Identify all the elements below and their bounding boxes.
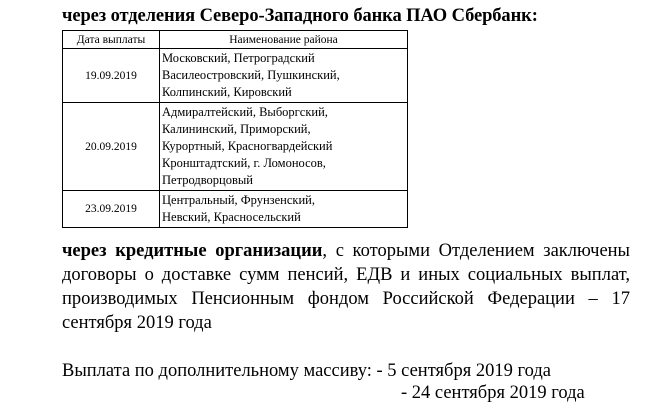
- district-line: Колпинский, Кировский: [162, 85, 292, 99]
- district-line: Центральный, Фрунзенский,: [162, 193, 315, 207]
- credit-organizations-paragraph: [62, 239, 630, 335]
- paragraph-text: , с которыми Отделением заключены договоры о доставке сумм пенсий, ЕДВ и иных социальных выплат, производимых Пенсионным фондом Российской Федерации – 17 сентября 2019 года: [62, 241, 630, 333]
- paragraph-lead: через кредитные организации: [62, 241, 323, 261]
- payment-date: 19.09.2019: [63, 49, 160, 103]
- table-row: [63, 103, 408, 191]
- district-line: Московский, Петроградский: [162, 51, 315, 65]
- district-list: [160, 49, 408, 103]
- district-line: Калининский, Приморский,: [162, 122, 311, 136]
- section-heading: через отделения Северо-Западного банка ПАО Сбербанк:: [62, 6, 538, 26]
- table-row: [63, 49, 408, 103]
- extra-payment-line: Выплата по дополнительному массиву: - 5 сентября 2019 года: [62, 361, 551, 381]
- district-line: Василеостровский, Пушкинский,: [162, 68, 340, 82]
- table-row: [63, 191, 408, 228]
- district-line: Невский, Красносельский: [162, 210, 301, 224]
- district-line: Адмиралтейский, Выборгский,: [162, 105, 328, 119]
- extra-payment-line: - 24 сентября 2019 года: [401, 383, 585, 403]
- payment-schedule-table: [62, 30, 408, 228]
- header-district: Наименование района: [160, 31, 408, 49]
- district-list: [160, 191, 408, 228]
- payment-date: 20.09.2019: [63, 103, 160, 191]
- district-line: Курортный, Красногвардейский: [162, 139, 333, 153]
- district-list: [160, 103, 408, 191]
- header-date: Дата выплаты: [63, 31, 160, 49]
- table-header-row: [63, 31, 408, 49]
- district-line: Кронштадтский, г. Ломоносов,: [162, 156, 326, 170]
- payment-date: 23.09.2019: [63, 191, 160, 228]
- district-line: Петродворцовый: [162, 173, 253, 187]
